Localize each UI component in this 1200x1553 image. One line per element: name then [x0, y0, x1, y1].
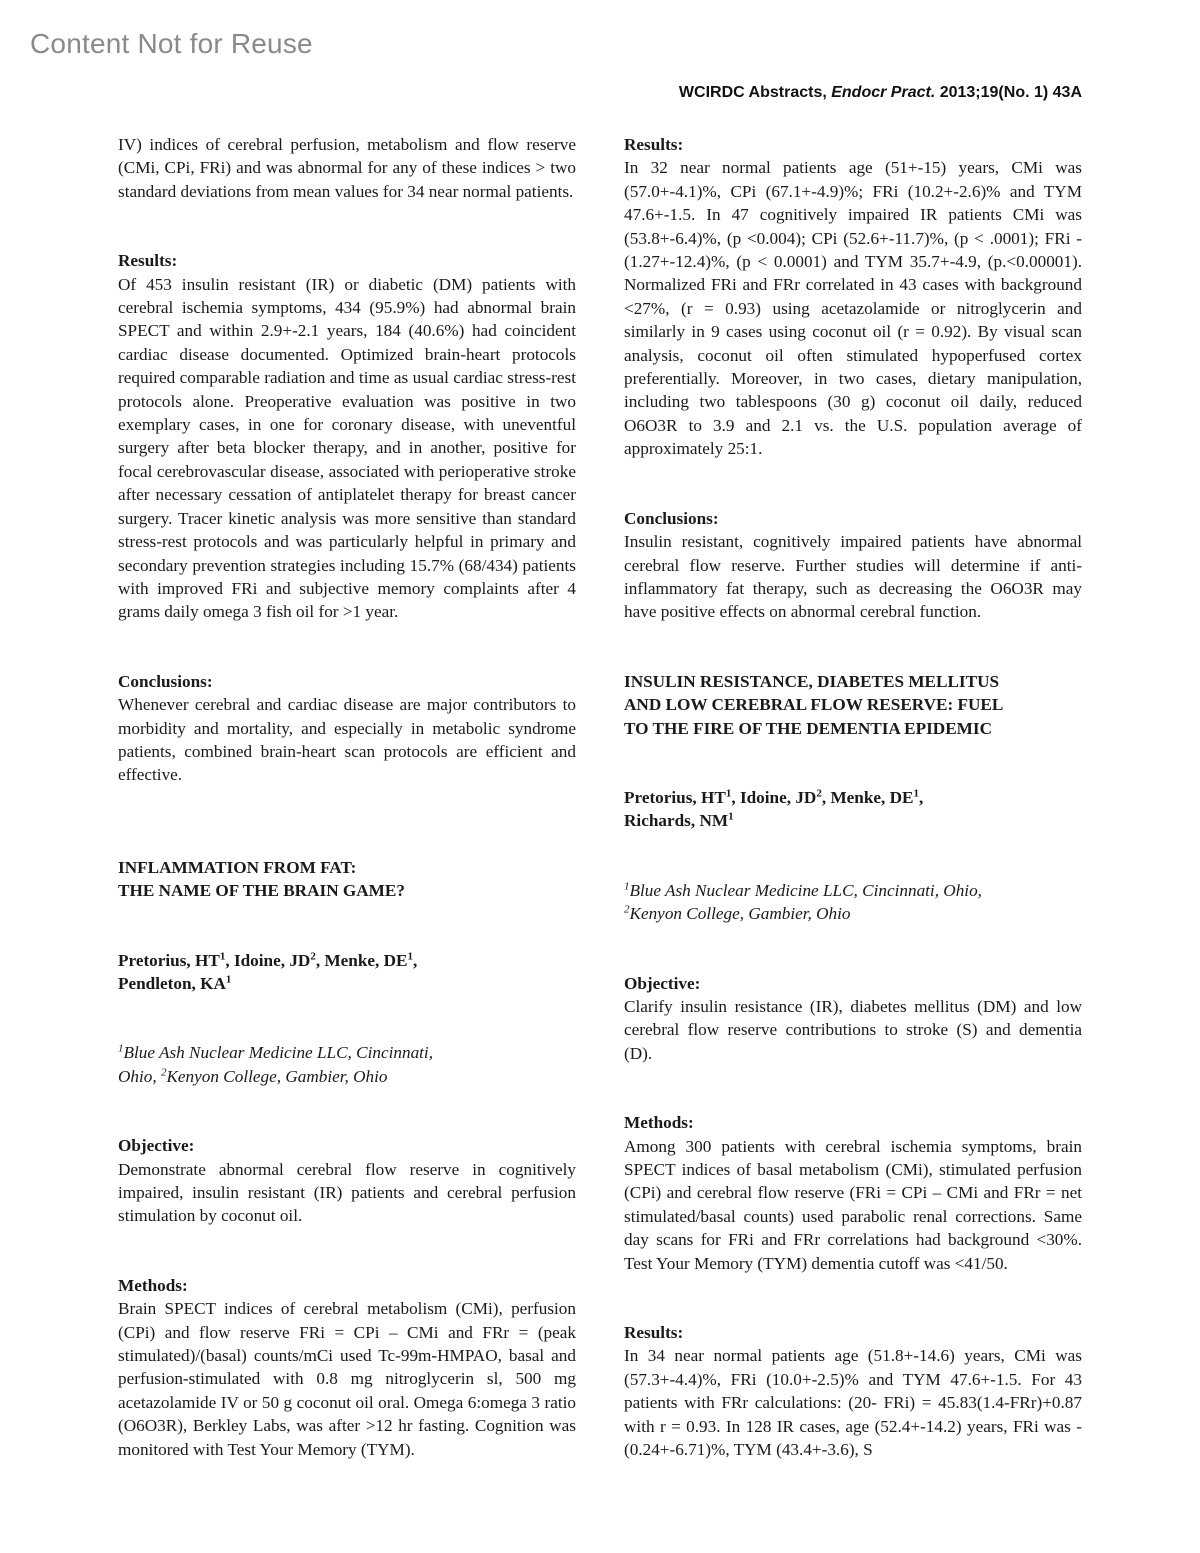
author-sup: 1: [725, 787, 732, 800]
conclusions-heading: Conclusions:: [118, 671, 213, 691]
objective-heading: Objective:: [624, 973, 701, 993]
affil-line-2b: Kenyon College, Gambier, Ohio: [166, 1066, 388, 1086]
affil-sup: 1: [624, 880, 630, 893]
results-text: Of 453 insulin resistant (IR) or diabetic (DM) patients with cerebral ischemia symptoms, 434 (95.9%) had abnormal brain SPECT and within 2.9+-2.1 years, 184 (40.6%) had coincident cardiac disease documented. Optimized brain-heart protocols required comparable radiation and time as usual cardiac stress-rest protocols alone. Preoperative evaluation was positive in two exemplary cases, in one for coronary disease, with uneventful surgery after beta blocker therapy, and in another, positive for focal cerebrovascular disease, associated with perioperative stroke after necessary cessation of antiplatelet therapy for breast cancer surgery. Tracer kinetic analysis was more sensitive than standard stress-rest protocols and was particularly helpful in primary and secondary prevention strategies including 15.7% (68/434) patients with improved FRi and subjective memory complaints after 4 grams daily omega 3 fish oil for >1 year.: [118, 274, 576, 622]
author-sup: 1: [407, 949, 414, 962]
methods-text: Brain SPECT indices of cerebral metabolism (CMi), perfusion (CPi) and flow reserve FRi = CPi – CMi and FRr = (peak stimulated)/(basal) counts/mCi used Tc-99m-HMPAO, basal and perfusion-stimulated with 0.8 mg nitroglycerin sl, 500 mg acetazolamide IV or 50 g coconut oil oral. Omega 6:omega 3 ratio (O6O3R), Berkley Labs, was after >12 hr fasting. Cognition was monitored with Test Your Memory (TYM).: [118, 1299, 576, 1459]
title-line-2: THE NAME OF THE BRAIN GAME?: [118, 881, 405, 901]
methods-text: Among 300 patients with cerebral ischemia symptoms, brain SPECT indices of basal metabolism (CMi), stimulated perfusion (CPi) and cerebral flow reserve (FRi = CPi – CMi and FRr = net stimulated/basal counts) used parabolic renal corrections. Same day scans for FRi and FRr correlations had background <30%. Test Your Memory (TYM) dementia cutoff was <41/50.: [624, 1136, 1082, 1273]
methods-heading: Methods:: [624, 1113, 694, 1133]
results-2-heading: Results:: [624, 1323, 684, 1343]
author-sup: 1: [913, 787, 920, 800]
author-sup: 1: [728, 810, 734, 823]
methods-heading: Methods:: [118, 1275, 188, 1295]
results-2-text: In 34 near normal patients age (51.8+-14.6) years, CMi was (57.3+-4.4)%, FRi (10.0+-2.5)% and TYM 47.6+-1.5. For 43 patients with FRr calculations: (20- FRi) = 45.83(1.4-FRr)+0.87 with r = 0.93. In 128 IR cases, age (52.4+-14.2) years, FRi was -(0.24+-6.71)%, TYM (43.4+-3.6), S: [624, 1346, 1082, 1460]
affil-line-1: Blue Ash Nuclear Medicine LLC, Cincinnati,: [123, 1043, 434, 1063]
author-pretorius: Pretorius, HT: [118, 950, 220, 970]
running-head-journal: Endocr Pract.: [831, 84, 936, 101]
author-pretorius: Pretorius, HT: [624, 787, 726, 807]
intro-text: IV) indices of cerebral perfusion, metabolism and flow reserve (CMi, CPi, FRi) and was abnormal for any of these indices > two standard deviations from mean values for 34 near normal patients.: [118, 135, 576, 201]
running-head-prefix: WCIRDC Abstracts,: [678, 84, 832, 101]
affiliations: [624, 879, 1082, 926]
left-column: [118, 133, 576, 1461]
title-line-1: INFLAMMATION FROM FAT:: [118, 857, 357, 877]
running-head-suffix: 2013;19(No. 1) 43A: [935, 84, 1082, 101]
title-line-3: TO THE FIRE OF THE DEMENTIA EPIDEMIC: [624, 718, 993, 738]
author-idoine: , Idoine, JD: [731, 787, 817, 807]
author-idoine: , Idoine, JD: [225, 950, 311, 970]
title-line-2: AND LOW CEREBRAL FLOW RESERVE: FUEL: [624, 695, 1004, 715]
author-menke: , Menke, DE: [315, 950, 408, 970]
author-sup: 2: [816, 787, 822, 800]
title-line-1: INSULIN RESISTANCE, DIABETES MELLITUS: [624, 671, 1000, 691]
results-heading: Results:: [624, 135, 684, 154]
objective-heading: Objective:: [118, 1136, 195, 1156]
affiliations: [118, 1041, 576, 1088]
results-heading: Results:: [118, 251, 178, 271]
objective-text: Clarify insulin resistance (IR), diabetes mellitus (DM) and low cerebral flow reserve contributions to stroke (S) and dementia (D).: [624, 996, 1082, 1063]
author-menke: , Menke, DE: [821, 787, 914, 807]
affil-line-2: Kenyon College, Gambier, Ohio: [629, 904, 851, 924]
conclusions-text: Whenever cerebral and cardiac disease are major contributors to morbidity and mortality, and especially in metabolic syndrome patients, combined brain-heart scan protocols are efficient and effective.: [118, 695, 576, 785]
author-sup: 1: [219, 949, 226, 962]
affil-sup: 2: [624, 903, 630, 916]
right-column: [624, 133, 1082, 1461]
running-head: [560, 84, 1082, 102]
affil-line-1: Blue Ash Nuclear Medicine LLC, Cincinnati, Ohio,: [629, 880, 982, 900]
affil-sup: 1: [118, 1042, 124, 1055]
abstract-title: [118, 856, 576, 903]
objective-text: Demonstrate abnormal cerebral flow reserve in cognitively impaired, insulin resistant (IR) patients and cerebral perfusion stimulation by coconut oil.: [118, 1159, 576, 1226]
author-sup: 2: [310, 949, 316, 962]
author-sup: 1: [225, 973, 232, 986]
affil-sup: 2: [160, 1066, 167, 1079]
author-richards: Richards, NM: [624, 811, 729, 831]
author-list: Pretorius, $HT^1$, Idoine, $JD^2$, Menke, $DE^1$, Pendleton, $KA^1$: [118, 949, 418, 993]
conclusions-text: Insulin resistant, cognitively impaired patients have abnormal cerebral flow reserve. Further studies will determine if anti-inflammatory fat therapy, such as decreasing the O6O3R may have positive effects on abnormal cerebral function.: [624, 532, 1082, 622]
abstract-title: [624, 670, 1082, 740]
affil-line-2a: Ohio,: [118, 1066, 161, 1086]
author-pendleton: Pendleton, KA: [118, 973, 226, 993]
conclusions-heading: Conclusions:: [624, 508, 719, 528]
watermark: Content Not for Reuse: [30, 28, 313, 59]
author-list: Pretorius, $HT^1$, Idoine, $JD^2$, Menke, $DE^1$, Richards, $NM^1$: [624, 787, 924, 831]
results-text: In 32 near normal patients age (51+-15) years, CMi was (57.0+-4.1)%, CPi (67.1+-4.9)%; FRi (10.2+-2.6)% and TYM 47.6+-1.5. In 47 cognitively impaired IR patients CMi was (53.8+-6.4)%, (p <0.004); CPi (52.6+-11.7)%, (p < .0001); FRi - (1.27+-12.4)%, (p < 0.0001) and TYM 35.7+-4.9, (p.<0.00001). Normalized FRi and FRr correlated in 43 cases with background <27%, (r = 0.93) using acetazolamide or nitroglycerin and similarly in 9 cases using coconut oil (r = 0.92). By visual scan analysis, coconut oil often stimulated hypoperfused cortex preferentially. Moreover, in two cases, dietary manipulation, including two tablespoons (30 g) coconut oil daily, reduced O6O3R to 3.9 and 2.1 vs. the U.S. population average of approximately 25:1.: [624, 158, 1082, 459]
